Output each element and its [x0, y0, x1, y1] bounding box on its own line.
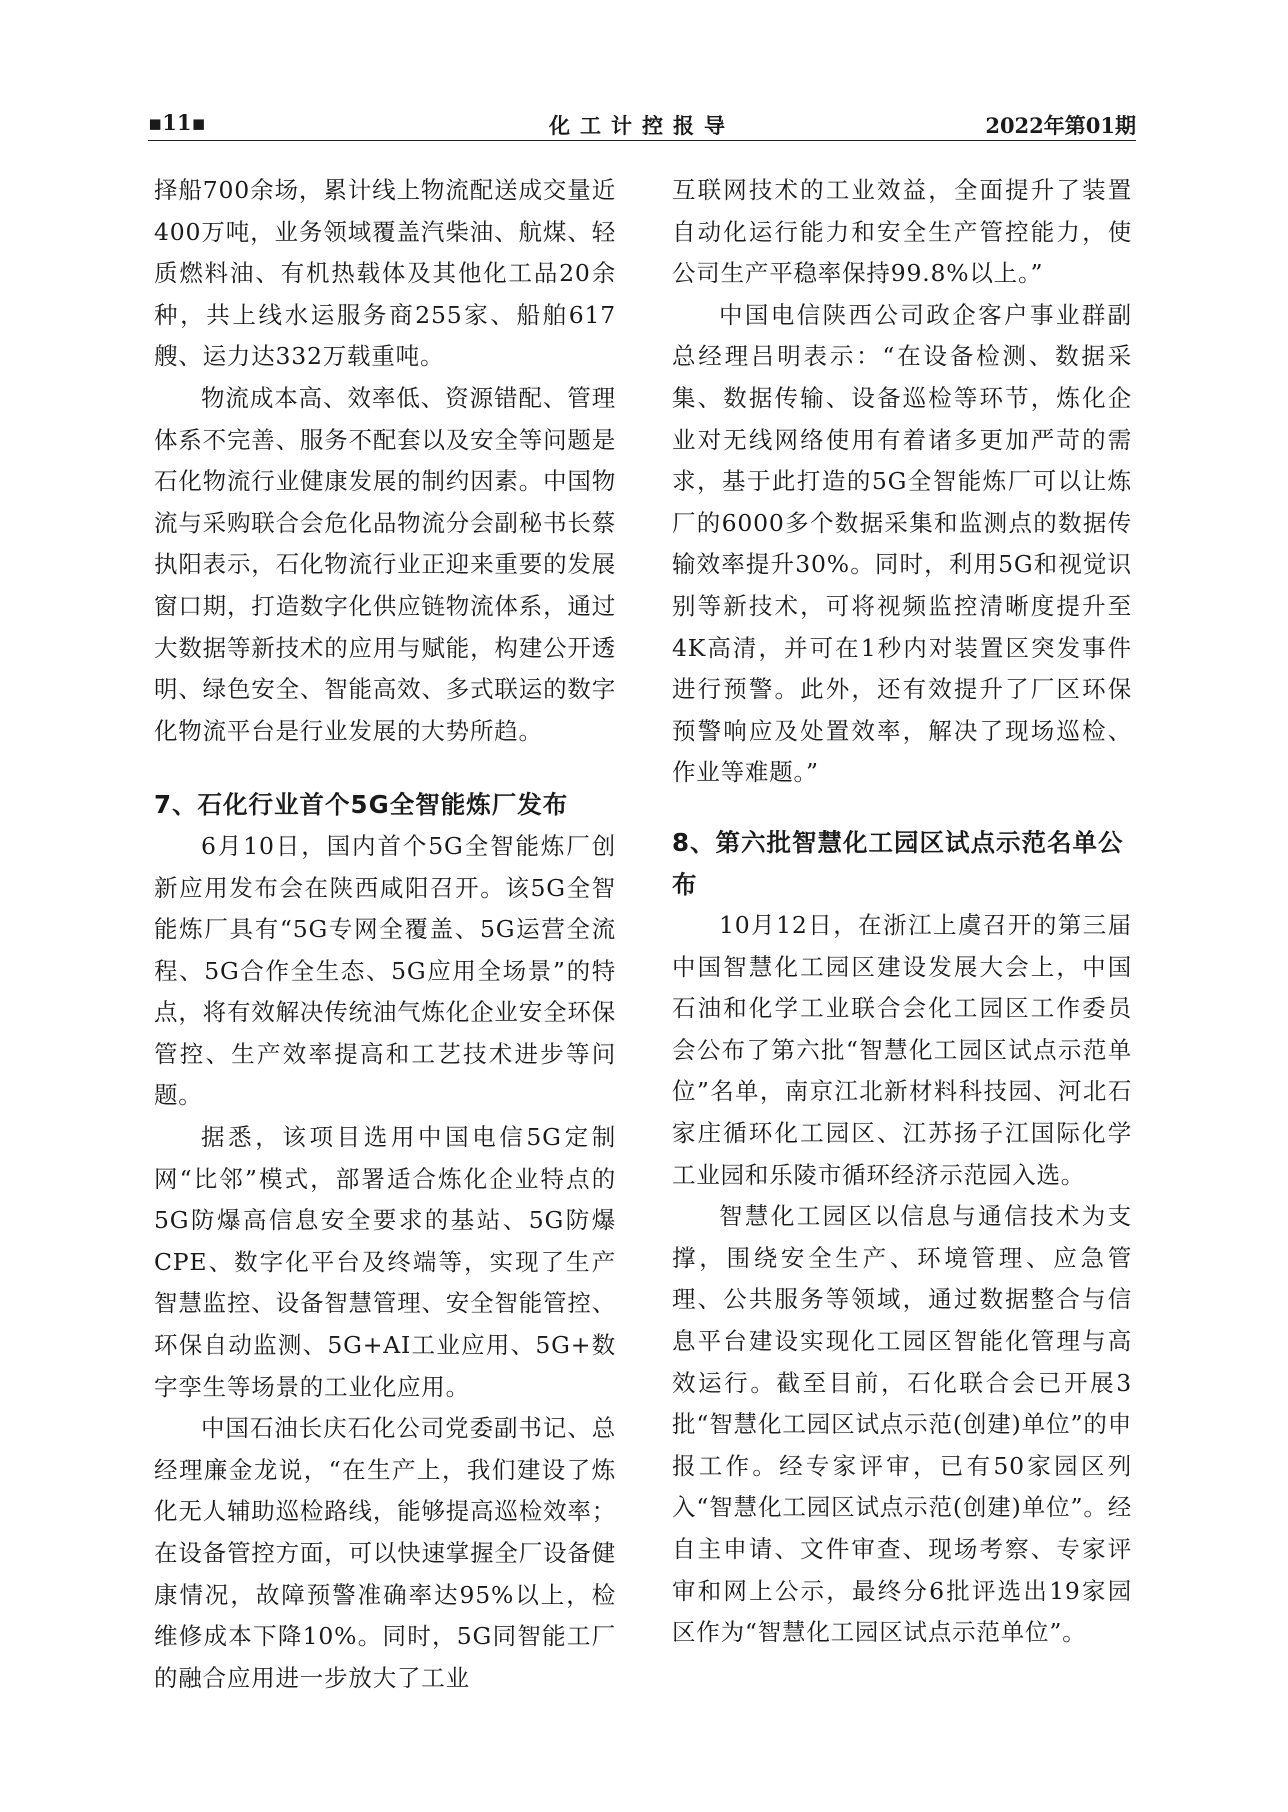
- paragraph: 择船700余场，累计线上物流配送成交量近400万吨，业务领域覆盖汽柴油、航煤、轻质燃料油、有机热载体及其他化工品20余种，共上线水运服务商255家、船舶617艘、运力达332万载重吨。: [154, 176, 616, 371]
- paragraph: 物流成本高、效率低、资源错配、管理体系不完善、服务不配套以及安全等问题是石化物流行业健康发展的制约因素。中国物流与采购联合会危化品物流分会副秘书长蔡执阳表示，石化物流行业正迎来重要的发展窗口期，打造数字化供应链物流体系，通过大数据等新技术的应用与赋能，构建公开透明、绿色安全、智能高效、多式联运的数字化物流平台是行业发展的大势所趋。: [154, 383, 616, 745]
- issue-label: 2022年第01期: [985, 113, 1136, 138]
- journal-title: 化工计控报导: [549, 113, 735, 138]
- section-gap: [154, 752, 616, 784]
- paragraph: 6月10日，国内首个5G全智能炼厂创新应用发布会在陕西咸阳召开。该5G全智能炼厂具有“5G专网全覆盖、5G运营全流程、5G合作全生态、5G应用全场景”的特点，将有效解决传统油气炼化企业安全环保管控、生产效率提高和工艺技术进步等问题。: [154, 831, 616, 1110]
- paragraph: 中国电信陕西公司政企客户事业群副总经理吕明表示：“在设备检测、数据采集、数据传输、设备巡检等环节，炼化企业对无线网络使用有着诸多更加严苛的需求，基于此打造的5G全智能炼厂可以让炼厂的6000多个数据采集和监测点的数据传输效率提升30%。同时，利用5G和视觉识别等新技术，可将视频监控清晰度提升至4K高清，并可在1秒内对装置区突发事件进行预警。此外，还有效提升了厂区环保预警响应及处置效率，解决了现场巡检、作业等难题。”: [672, 300, 1132, 787]
- paragraph: 中国石油长庆石化公司党委副书记、总经理廉金龙说，“在生产上，我们建设了炼化无人辅助巡检路线，能够提高巡检效率；在设备管控方面，可以快速掌握全厂设备健康情况，故障预警准确率达95%以上，检维修成本下降10%。同时，5G同智能工厂的融合应用进一步放大了工业: [154, 1414, 616, 1692]
- paragraph: 智慧化工园区以信息与通信技术为支撑，围绕安全生产、环境管理、应急管理、公共服务等领域，通过数据整合与信息平台建设实现化工园区智能化管理与高效运行。截至目前，石化联合会已开展3批“智慧化工园区试点示范(创建)单位”的申报工作。经专家评审，已有50家园区列入“智慧化工园区试点示范(创建)单位”。经自主申请、文件审查、现场考察、专家评审和网上公示，最终分6批评选出19家园区作为“智慧化工园区试点示范单位”。: [672, 1202, 1132, 1647]
- section-heading-8: 8、第六批智慧化工园区试点示范名单公布: [672, 827, 1124, 899]
- left-column: [154, 170, 616, 1699]
- page-header: [148, 104, 1136, 141]
- page-number: ▪11▪: [148, 110, 206, 135]
- section-heading-7: 7、石化行业首个5G全智能炼厂发布: [154, 790, 569, 820]
- paragraph: 互联网技术的工业效益，全面提升了装置自动化运行能力和安全生产管控能力，使公司生产平稳率保持99.8%以上。”: [672, 176, 1132, 288]
- paragraph: 10月12日，在浙江上虞召开的第三届中国智慧化工园区建设发展大会上，中国石油和化学工业联合会化工园区工作委员会公布了第六批“智慧化工园区试点示范单位”名单，南京江北新材料科技园、河北石家庄循环化工园区、江苏扬子江国际化学工业园和乐陵市循环经济示范园入选。: [672, 911, 1132, 1189]
- section-gap: [672, 794, 1132, 822]
- right-column: [672, 170, 1132, 1654]
- paragraph: 据悉，该项目选用中国电信5G定制网“比邻”模式，部署适合炼化企业特点的5G防爆高信息安全要求的基站、5G防爆CPE、数字化平台及终端等，实现了生产智慧监控、设备智慧管理、安全智能管控、环保自动监测、5G+AI工业应用、5G+数字孪生等场景的工业化应用。: [154, 1123, 616, 1401]
